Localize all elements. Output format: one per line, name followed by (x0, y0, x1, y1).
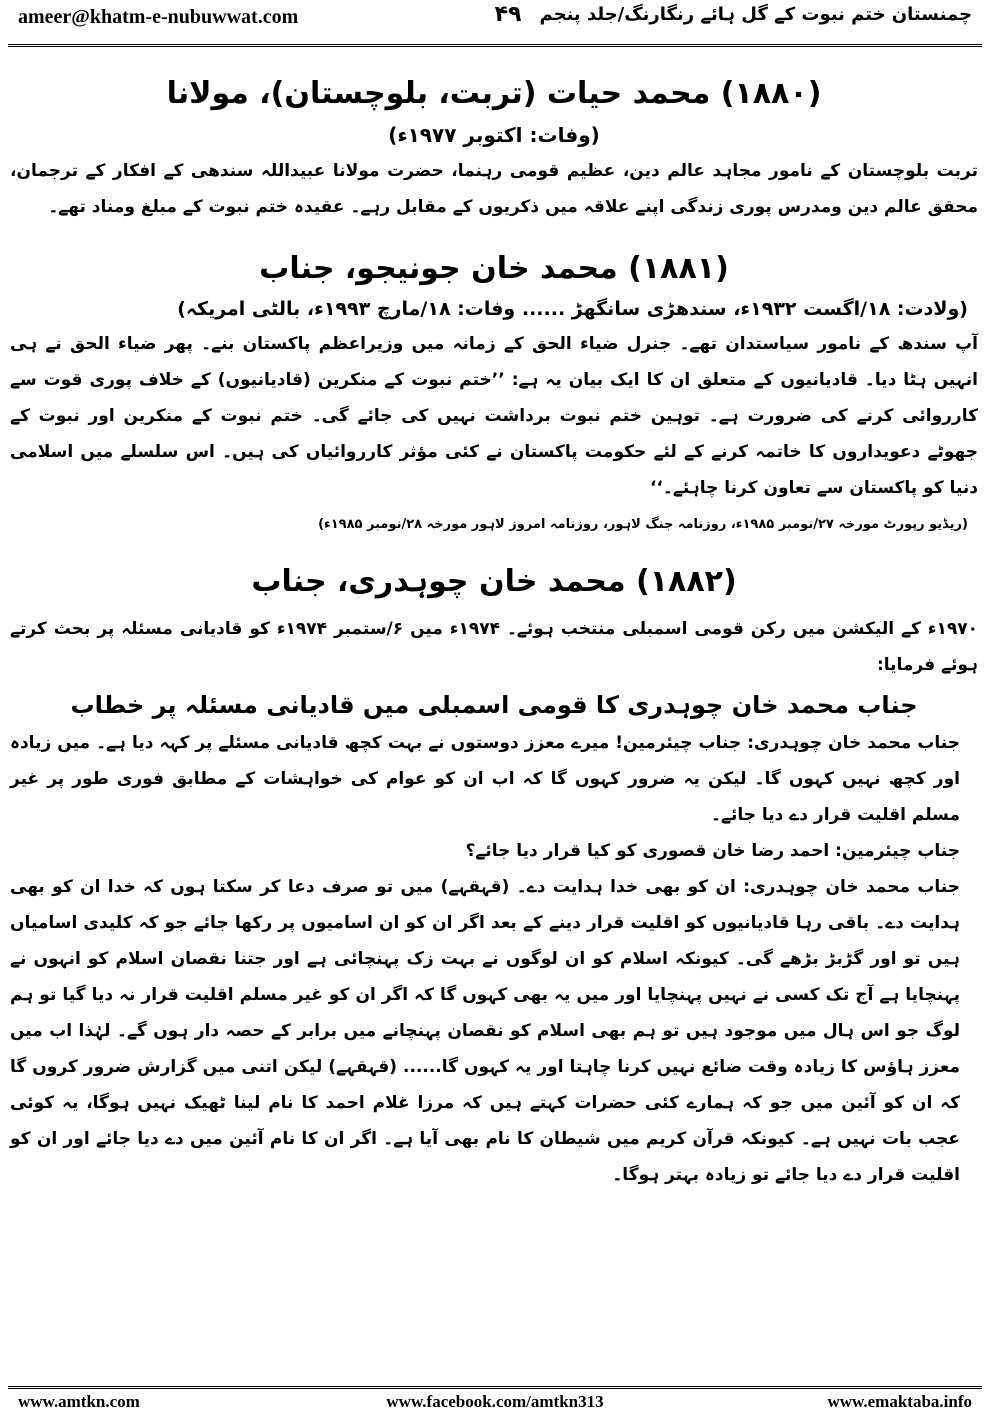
footer-link-facebook[interactable]: www.facebook.com/amtkn313 (386, 1392, 604, 1411)
footer-link-emaktaba[interactable]: www.emaktaba.info (827, 1392, 972, 1411)
intro-1882: ۱۹۷۰ء کے الیکشن میں رکن قومی اسمبلی منتخب ہوئے۔ ۱۹۷۴ء میں ۶/ستمبر ۱۹۷۴ء کو قادیانی مسئلہ پر بحث کرتے ہوئے فرمایا: (10, 619, 978, 675)
speech-paragraph: جناب محمد خان چوہدری: ان کو بھی خدا ہدایت دے۔ (قہقہے) میں تو صرف دعا کر سکتا ہوں کہ خدا ان کو بھی ہدایت دے۔ باقی رہا قادیانیوں کو اقلیت قرار دینے کے بعد اگر ان کو ان اسامیوں پر رکھا جائے جو کہ کلیدی اسامیاں ہیں تو اور گڑبڑ بڑھے گی۔ کیونکہ اسلام کو ان لوگوں نے بہت زک پہنچائی ہے اور جتنا نقصان اسلام کو انہوں نے پہنچایا ہے آج تک کسی نے نہیں پہنچایا اور میں یہ بھی کہوں گا کہ اگر ان کو غیر مسلم اقلیت قرار نہ دیا گیا تو ہم لوگ جو اس ہال میں موجود ہیں تو ہم بھی اسلام کو نقصان پہنچانے میں برابر کے حصہ دار ہوں گے۔ لہٰذا اب میں معزز ہاؤس کا زیادہ وقت ضائع نہیں کرنا چاہتا اور یہ کہوں گا...... (قہقہے) لیکن اتنی میں گزارش ضرور کروں گا کہ ان کو آئین میں جو کہ ہمارے کئی حضرات کہتے ہیں کہ مرزا غلام احمد کا نام لینا ٹھیک نہیں ہوگا، یہ کوئی عجب بات نہیں ہے۔ کیونکہ قرآن کریم میں شیطان کا نام بھی آیا ہے۔ اگر ان کا نام آئین میں دے دیا جائے اور ان کو اقلیت قرار دے دیا جائے تو زیادہ بہتر ہوگا۔ (10, 877, 960, 1185)
speech-paragraph: جناب محمد خان چوہدری: جناب چیئرمین! میرے معزز دوستوں نے بہت کچھ قادیانی مسئلے پر کہہ دیا ہے۔ میں زیادہ اور کچھ نہیں کہوں گا۔ لیکن یہ ضرور کہوں گا کہ اب ان کو عوام کی خواہشات کے مطابق فوری طور پر غیر مسلم اقلیت قرار دے دیا جائے۔ (10, 733, 960, 825)
reference-1881: (ریڈیو رپورٹ مورخہ ۲۷/نومبر ۱۹۸۵ء، روزنامہ جنگ لاہور، روزنامہ امروز لاہور مورخہ ۲۸/نومبر ۱۹۸۵ء) (318, 517, 968, 532)
chairman-question: جناب چیئرمین: احمد رضا خان قصوری کو کیا قرار دیا جائے؟ (465, 841, 960, 861)
header-email: ameer@khatm-e-nubuwwat.com (18, 6, 299, 28)
page-header (8, 0, 982, 44)
speech-heading: جناب محمد خان چوہدری کا قومی اسمبلی میں قادیانی مسئلہ پر خطاب (70, 691, 918, 719)
footer-link-amtkn[interactable]: www.amtkn.com (18, 1392, 140, 1411)
paragraph-1881: آپ سندھ کے نامور سیاستدان تھے۔ جنرل ضیاء الحق کے زمانہ میں وزیراعظم پاکستان بنے۔ پھر ضیاء الحق نے ہی انہیں ہٹا دیا۔ قادیانیوں کے متعلق ان کا ایک بیان یہ ہے: ’’ختم نبوت کے منکرین (قادیانیوں) کے خلاف پوری قوت سے کارروائی کرنے کی ضرورت ہے۔ توہین ختم نبوت برداشت نہیں کی جائے گی۔ ختم نبوت کے منکرین اور نبوت کے جھوٹے دعویداروں کا خاتمہ کرنے کے لئے حکومت پاکستان نے کئی مؤثر کارروائیاں کی ہیں۔ اس سلسلے میں اسلامی دنیا کو پاکستان سے تعاون کرنا چاہئے۔‘‘ (10, 334, 978, 498)
page-number: ۴۹ (494, 2, 522, 27)
paragraph-1880: تربت بلوچستان کے نامور مجاہد عالم دین، عظیم قومی رہنما، حضرت مولانا عبیداللہ سندھی کے افکار کے ترجمان، محقق عالم دین ومدرس پوری زندگی اپنے علاقہ میں ذکریوں کے مقابل رہے۔ عقیدہ ختم نبوت کے مبلغ ومناد تھے۔ (10, 161, 978, 217)
section-title-1880: (۱۸۸۰) محمد حیات (تربت، بلوچستان)، مولانا (166, 76, 822, 111)
page-content (10, 52, 978, 1193)
section-dates-1880: (وفات: اکتوبر ۱۹۷۷ء) (388, 123, 600, 147)
footer-divider (8, 1386, 982, 1389)
section-title-1882: (۱۸۸۲) محمد خان چوہدری، جناب (251, 564, 737, 599)
section-title-1881: (۱۸۸۱) محمد خان جونیجو، جناب (259, 251, 729, 286)
book-title: چمنستان ختم نبوت کے گل ہائے رنگارنگ/جلد پنجم (539, 4, 972, 25)
header-divider (8, 44, 982, 47)
page-footer (8, 1392, 982, 1416)
section-dates-1881: (ولادت: ۱۸/اگست ۱۹۳۲ء، سندھڑی سانگھڑ ...... وفات: ۱۸/مارچ ۱۹۹۳ء، بالٹی امریکہ) (177, 298, 968, 320)
